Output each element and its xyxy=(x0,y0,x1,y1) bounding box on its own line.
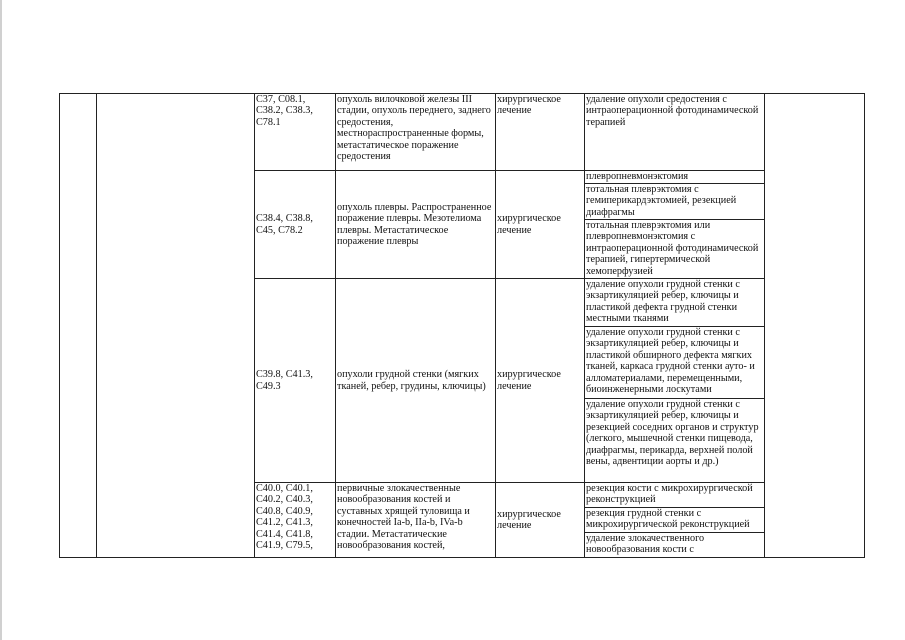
procedure-cell: резекция грудной стенки с микрохирургической реконструкцией xyxy=(585,508,765,533)
procedure-cell: плевропневмонэктомия xyxy=(585,171,765,184)
condition-cell: опухоль плевры. Распространенное поражение плевры. Мезотелиома плевры. Метастатическое поражение плевры xyxy=(336,171,496,279)
scan-edge xyxy=(0,0,2,640)
procedure-cell: резекция кости с микрохирургической реконструкцией xyxy=(585,483,765,508)
condition-cell: опухоль вилочковой железы III стадии, опухоль переднего, заднего средостения, местнораспространенные формы, метастатическое поражение средостения xyxy=(336,94,496,171)
condition-cell: первичные злокачественные новообразования костей и суставных хрящей туловища и конечностей Ia-b, IIa-b, IVa-b стадии. Метастатические новообразования костей, xyxy=(336,483,496,558)
procedure-cell: удаление злокачественного новообразования кости с xyxy=(585,533,765,558)
codes-cell: C39.8, C41.3, C49.3 xyxy=(255,279,336,483)
codes-cell: C38.4, C38.8, C45, C78.2 xyxy=(255,171,336,279)
treatment-cell: хирургическое лечение xyxy=(496,171,585,279)
condition-cell: опухоли грудной стенки (мягких тканей, ребер, грудины, ключицы) xyxy=(336,279,496,483)
table-row xyxy=(60,94,865,171)
procedure-cell: тотальная плеврэктомия или плевропневмонэктомия с интраоперационной фотодинамической терапией, гипертермической хемоперфузией xyxy=(585,220,765,279)
blank-cell-profile xyxy=(97,94,255,558)
procedures-table xyxy=(59,93,865,558)
codes-cell: C37, C08.1, C38.2, C38.3, C78.1 xyxy=(255,94,336,171)
treatment-cell: хирургическое лечение xyxy=(496,483,585,558)
procedure-cell: удаление опухоли грудной стенки с экзартикуляцией ребер, ключицы и резекцией соседних органов и структур (легкого, мышечной стенки пищевода, диафрагмы, перикарда, верхней полой вены, адвентиции аорты и др.) xyxy=(585,399,765,483)
blank-cell-norm xyxy=(765,94,865,558)
treatment-cell: хирургическое лечение xyxy=(496,94,585,171)
codes-cell: C40.0, C40.1, C40.2, C40.3, C40.8, C40.9, C41.2, C41.3, C41.4, C41.8, C41.9, C79.5, xyxy=(255,483,336,558)
procedure-cell: удаление опухоли грудной стенки с экзартикуляцией ребер, ключицы и пластикой дефекта грудной стенки местными тканями xyxy=(585,279,765,327)
blank-cell-number xyxy=(60,94,97,558)
procedure-cell: удаление опухоли средостения с интраоперационной фотодинамической терапией xyxy=(585,94,765,171)
procedure-cell: тотальная плеврэктомия с гемиперикардэктомией, резекцией диафрагмы xyxy=(585,184,765,220)
procedure-cell: удаление опухоли грудной стенки с экзартикуляцией ребер, ключицы и пластикой обширного дефекта мягких тканей, каркаса грудной стенки ауто- и алломатериалами, перемещенными, биоинженерными лоскутами xyxy=(585,327,765,399)
treatment-cell: хирургическое лечение xyxy=(496,279,585,483)
